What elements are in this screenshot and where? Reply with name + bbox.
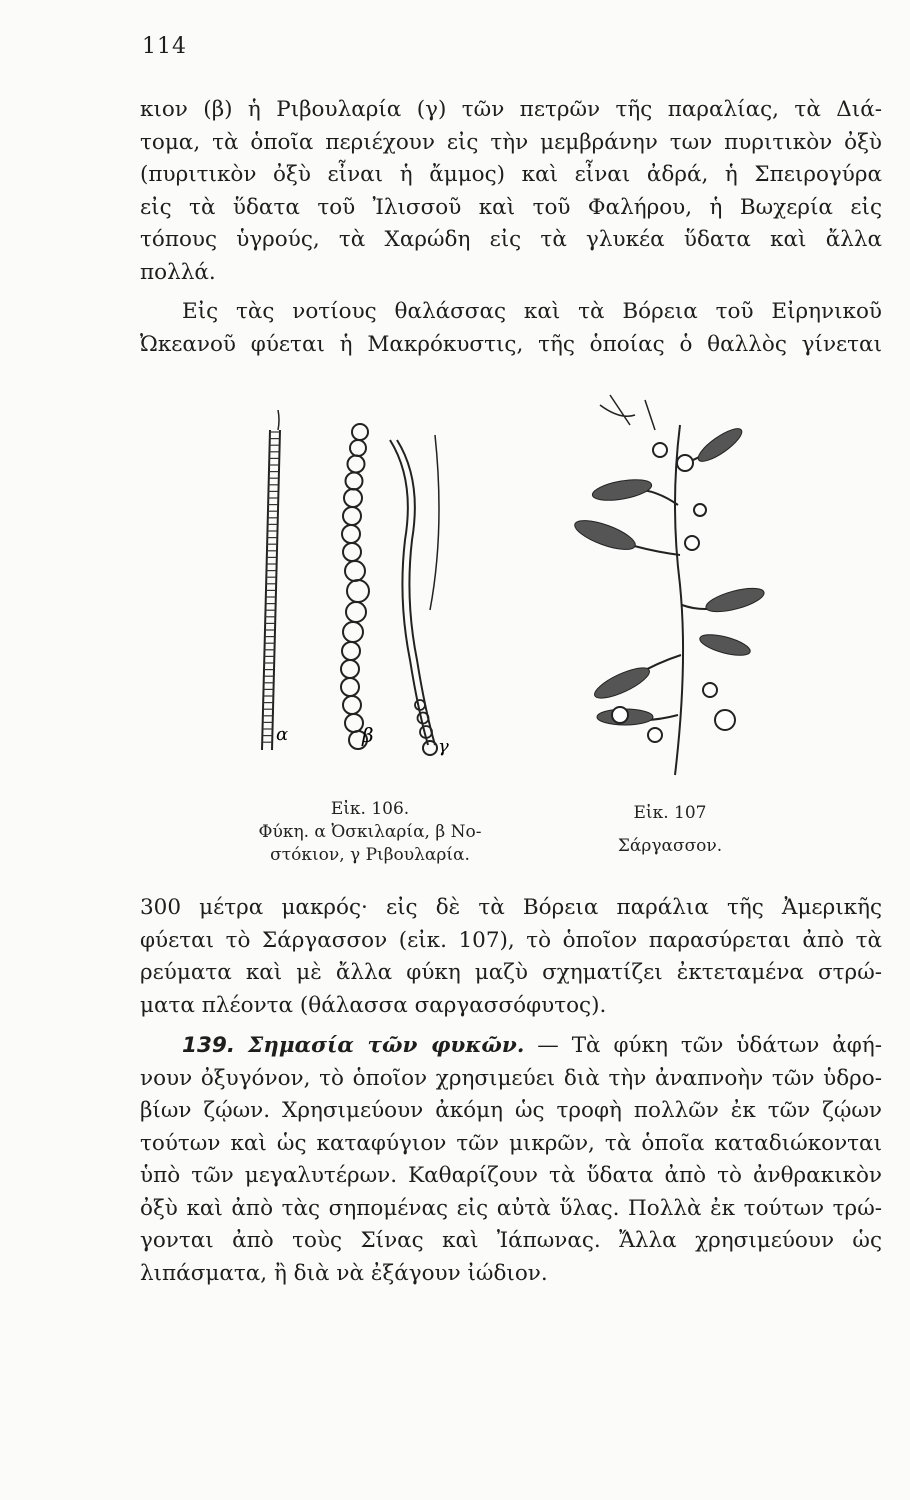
caption-title: Εἰκ. 106.: [330, 799, 410, 819]
text-line: τομα, τὰ ὁποῖα περιέχουν εἰς τὴν μεμβράνην των πυριτικὸν ὀξὺ: [140, 129, 882, 155]
text-line: εἰς τὰ ὕδατα τοῦ Ἰλισσοῦ καὶ τοῦ Φαλήρου, ἡ Βωχερία εἰς: [140, 194, 882, 220]
caption-title: Εἰκ. 107: [633, 803, 707, 823]
top-paragraph: [140, 94, 882, 289]
third-paragraph: [140, 892, 882, 1022]
text-line: Ὠκεανοῦ φύεται ἡ Μακρόκυστις, τῆς ὁποίας ὁ θαλλὸς γίνεται: [140, 331, 882, 357]
figure-107-caption: [580, 802, 760, 858]
caption-line: Φύκη. α Ὀσκιλαρία, β Νο-: [258, 822, 482, 842]
text-line: (πυριτικὸν ὀξὺ εἶναι ἡ ἄμμος) καὶ εἶναι ἀδρά, ἡ Σπειρογύρα: [140, 162, 882, 187]
figure-label-c: γ: [438, 736, 449, 757]
text-line: λιπάσματα, ἢ διὰ νὰ ἐξάγουν ἰώδιον.: [140, 1260, 548, 1286]
text-line: 300 μέτρα μακρός· εἰς δὲ τὰ Βόρεια παράλια τῆς Ἀμερικῆς: [140, 895, 882, 920]
text-line: τούτων καὶ ὡς καταφύγιον τῶν μικρῶν, τὰ ὁποῖα καταδιώκονται: [140, 1130, 882, 1156]
text-line: κιον (β) ἡ Ριβουλαρία (γ) τῶν πετρῶν τῆς παραλίας, τὰ Διά-: [140, 97, 882, 122]
text-line: νουν ὀξυγόνον, τὸ ὁποῖον χρησιμεύει διὰ τὴν ἀναπνοὴν τῶν ὑδρο-: [140, 1065, 882, 1091]
text-line: ματα πλέοντα (θάλασσα σαργασσόφυτος).: [140, 992, 607, 1018]
section-title: Σημασία τῶν φυκῶν.: [248, 1033, 525, 1058]
figure-106-caption: [225, 798, 515, 867]
text-line: ρεύματα καὶ μὲ ἄλλα φύκη μαζὺ σχηματίζει ἐκτεταμένα στρώ-: [140, 960, 882, 985]
text-line: γονται ἀπὸ τοὺς Σίνας καὶ Ἰάπωνας. Ἄλλα χρησιμεύουν ὡς: [140, 1228, 882, 1253]
text-line: τόπους ὑγρούς, τὰ Χαρώδη εἰς τὰ γλυκέα ὕδατα καὶ ἄλλα: [140, 227, 882, 252]
oscillaria-filament: [262, 410, 280, 750]
section-139: [140, 1030, 882, 1290]
text-line: βίων ζῴων. Χρησιμεύουν ἀκόμη ὡς τροφὴ πολλῶν ἐκ τῶν ζῴων: [140, 1098, 882, 1123]
nostoc-chain: [341, 424, 369, 749]
second-paragraph: [140, 296, 882, 361]
caption-line: Σάργασσον.: [617, 836, 723, 856]
section-heading-line: [140, 1030, 882, 1063]
text-line: πολλά.: [140, 259, 216, 285]
text-line: ὑπὸ τῶν μεγαλυτέρων. Καθαρίζουν τὰ ὕδατα ἀπὸ τὸ ἀνθρακικὸν: [140, 1163, 882, 1188]
text-line: φύεται τὸ Σάργασσον (εἰκ. 107), τὸ ὁποῖον παρασύρεται ἀπὸ τὰ: [140, 927, 882, 953]
section-number: 139.: [182, 1033, 236, 1058]
page-number: 114: [142, 34, 187, 59]
section-first-line-rest: — Τὰ φύκη τῶν ὑδάτων ἀφή-: [537, 1033, 883, 1058]
rivularia-filament: [390, 435, 439, 755]
text-line: Εἰς τὰς νοτίους θαλάσσας καὶ τὰ Βόρεια τοῦ Εἰρηνικοῦ: [182, 299, 882, 324]
figure-label-b: β: [362, 723, 374, 747]
caption-line: στόκιον, γ Ριβουλαρία.: [270, 845, 470, 865]
figure-107-sargassum: [560, 385, 780, 785]
figure-106-algae: [240, 410, 500, 780]
text-line: ὀξὺ καὶ ἀπὸ τὰς σηπομένας εἰς αὐτὰ ὕλας. Πολλὰ ἐκ τούτων τρώ-: [140, 1195, 882, 1221]
figure-label-a: α: [276, 724, 289, 745]
